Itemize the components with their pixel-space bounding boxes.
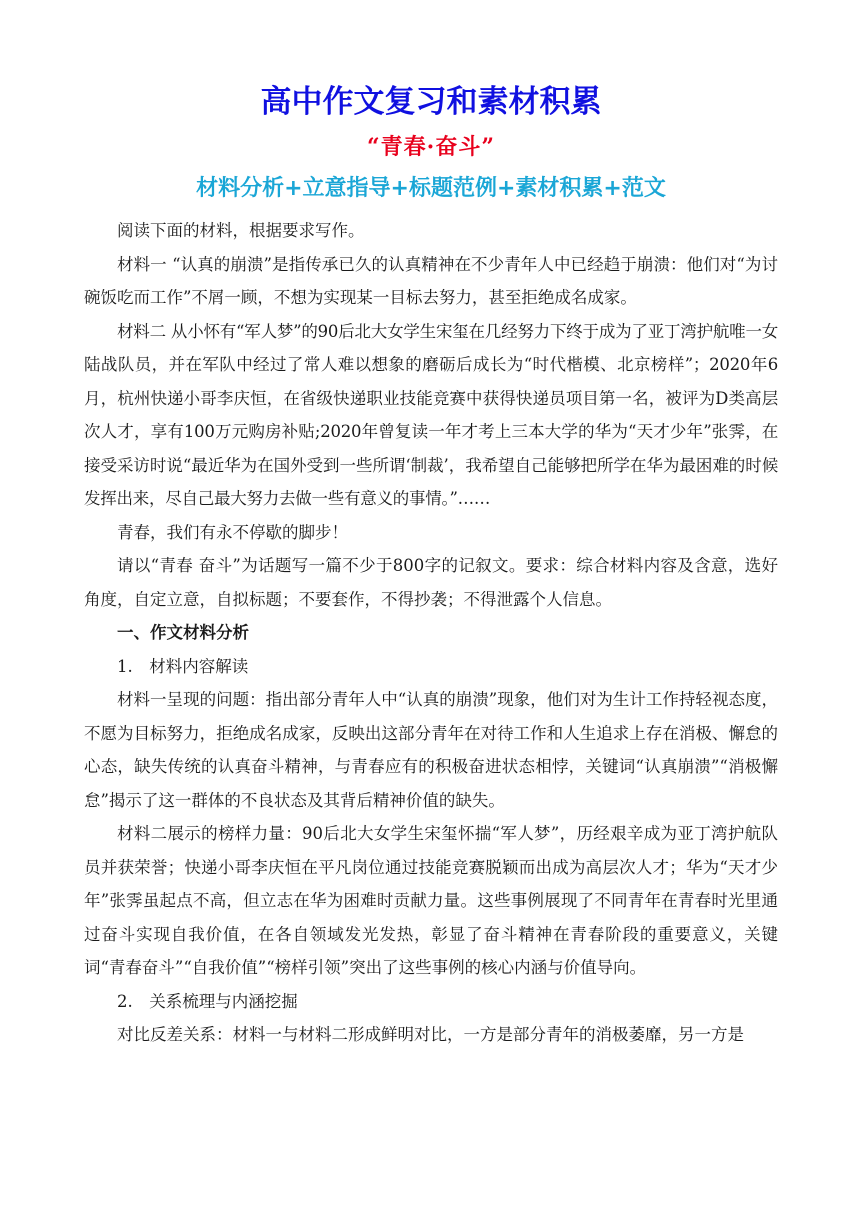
analysis-material-one-paragraph: 材料一呈现的问题：指出部分青年人中“认真的崩溃”现象，他们对为生计工作持轻视态度，不愿为目标努力，拒绝成名成家，反映出这部分青年在对待工作和人生追求上存在消极、懈怠的心态，缺失传统的认真奋斗精神，与青春应有的积极奋进状态相悖，关键词“认真崩溃”“消极懈怠”揭示了这一群体的不良状态及其背后精神价值的缺失。 — [84, 690, 778, 810]
contrast-relation-paragraph: 对比反差关系：材料一与材料二形成鲜明对比，一方是部分青年的消极萎靡，另一方是 — [117, 1025, 744, 1044]
document-tagline: 材料分析+立意指导+标题范例+素材积累+范文 — [196, 176, 666, 201]
document-subtitle: “青春·奋斗” — [367, 134, 495, 160]
instruction-paragraph: 阅读下面的材料，根据要求写作。 — [117, 221, 365, 240]
material-one-paragraph: 材料一 “认真的崩溃”是指传承已久的认真精神在不少青年人中已经趋于崩溃：他们对“为讨碗饭吃而工作”不屑一顾，不想为实现某一目标去努力，甚至拒绝成名成家。 — [84, 254, 778, 307]
writing-requirement-paragraph: 请以“青春 奋斗”为话题写一篇不少于800字的记叙文。要求：综合材料内容及含意，选好角度，自定立意，自拟标题；不要套作，不得抄袭；不得泄露个人信息。 — [84, 556, 778, 609]
document-title: 高中作文复习和素材积累 — [260, 84, 602, 120]
analysis-material-two-paragraph: 材料二展示的榜样力量：90后北大女学生宋玺怀揣“军人梦”，历经艰辛成为亚丁湾护航队员并获荣誉；快递小哥李庆恒在平凡岗位通过技能竞赛脱颖而出成为高层次人才；华为“天才少年”张霁虽起点不高，但立志在华为困难时贡献力量。这些事例展现了不同青年在青春时光里通过奋斗实现自我价值，在各自领域发光发热，彰显了奋斗精神在青春阶段的重要意义，关键词“青春奋斗”“自我价值”“榜样引领”突出了这些事例的核心内涵与价值导向。 — [84, 824, 778, 977]
youth-slogan-paragraph: 青春，我们有永不停歇的脚步！ — [117, 522, 348, 542]
section-heading-analysis: 一、作文材料分析 — [117, 623, 249, 642]
subsection-heading-relation: 2. 关系梳理与内涵挖掘 — [117, 991, 298, 1011]
subsection-heading-content: 1. 材料内容解读 — [117, 656, 249, 676]
material-two-paragraph: 材料二 从小怀有“军人梦”的90后北大女学生宋玺在几经努力下终于成为了亚丁湾护航唯一女陆战队员，并在军队中经过了常人难以想象的磨砺后成长为“时代楷模、北京榜样”；2020年6月，杭州快递小哥李庆恒，在省级快递职业技能竞赛中获得快递员项目第一名，被评为D类高层次人才，享有100万元购房补贴;2020年曾复读一年才考上三本大学的华为“天才少年”张霁，在接受采访时说“最近华为在国外受到一些所谓‘制裁’，我希望自己能够把所学在华为最困难的时候发挥出来，尽自己最大努力去做一些有意义的事情。”…… — [84, 321, 778, 508]
